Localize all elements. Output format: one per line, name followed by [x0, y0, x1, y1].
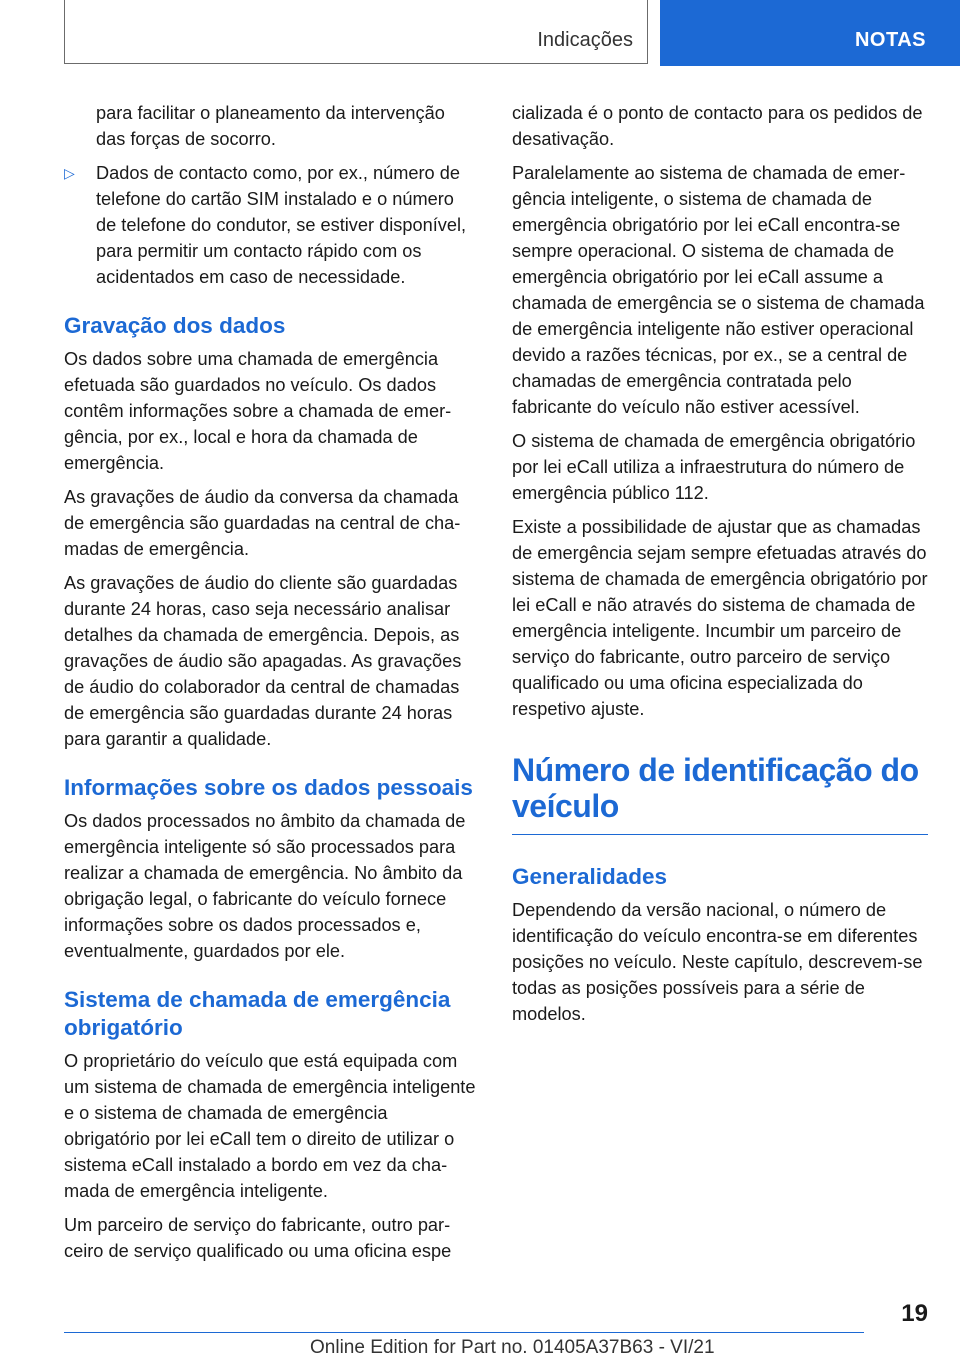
chapter-tab — [660, 0, 960, 66]
paragraph: As gravações de áudio do cliente são guardadas durante 24 horas, caso seja necessário analisar detalhes da chamada de emergência. Depois, as gravações de áudio são apagadas. As gravações de áudio do colaborador da central de chamadas de emergência são guardadas durante 24 horas para garantir a qualidade. — [64, 573, 462, 749]
footer-divider — [64, 1332, 864, 1333]
page-header — [0, 0, 960, 66]
paragraph: Existe a possibilidade de ajustar que as chamadas de emergência sejam sempre efetuadas através do sistema de chamada de emergência obrigatório por lei eCall e não através do sistema de chamada de emergência inteligente. Incumbir um parceiro de serviço do fabricante, outro parceiro de serviço qualificado ou uma oficina especializada do respetivo ajuste. — [512, 517, 928, 719]
page-number: 19 — [901, 1300, 928, 1327]
paragraph: Os dados processados no âmbito da chamada de emergência inteligente só são processados para realizar a chamada de emergência. No âmbito da obrigação legal, o fabricante do veículo fornece informações sobre os dados processados e, eventualmente, guardados por ele. — [64, 811, 466, 961]
heading-gravacao: Gravação dos dados — [64, 313, 286, 338]
paragraph: Paralelamente ao sistema de chamada de emergência inteligente, o sistema de chamada de emergência obrigatório por lei eCall encontra-se sempre operacional. O sistema de chamada de emergência obrigatório por lei eCall assume a chamada de emergência se o sistema de chamada de emergência inteligente não estiver operacional devido a razões técnicas, por ex., se a central de chamadas de emergência contratada pelo fabricante do veículo não estiver acessível. — [512, 163, 925, 417]
list-item — [64, 160, 476, 290]
footer-edition: Online Edition for Part no. 01405A37B63 - VI/21 — [310, 1337, 715, 1358]
left-column — [64, 100, 476, 1272]
heading-numero-identificacao: Número de identificação do veículo — [512, 752, 928, 835]
chapter-tab-label: NOTAS — [854, 29, 926, 51]
paragraph: para facilitar o planeamento da intervenção das forças de socorro. — [96, 103, 445, 149]
paragraph: As gravações de áudio da conversa da chamada de emergência são guardadas na central de chamadas de emergência. — [64, 487, 461, 559]
section-title: Indicações — [537, 29, 633, 51]
paragraph: O proprietário do veículo que está equipada com um sistema de chamada de emergência inteligente e o sistema de chamada de emergência obrigatório por lei eCall tem o direito de utilizar o sistema eCall instalado a bordo em vez da chamada de emergência inteligente. — [64, 1051, 476, 1201]
heading-sistema: Sistema de chamada de emergência obrigatório — [64, 987, 451, 1040]
triangle-bullet-icon: ▷ — [64, 165, 75, 181]
paragraph: Dependendo da versão nacional, o número de identificação do veículo encontra-se em diferentes posições no veículo. Neste capítulo, descrevem-se todas as posições possíveis para a série de modelos. — [512, 900, 923, 1024]
paragraph: Um parceiro de serviço do fabricante, outro parceiro de serviço qualificado ou uma oficina espe — [64, 1215, 452, 1261]
right-column — [512, 100, 928, 1035]
paragraph: Os dados sobre uma chamada de emergência efetuada são guardados no veículo. Os dados contêm informações sobre a chamada de emergência, por ex., local e hora da chamada de emergência. — [64, 349, 452, 473]
paragraph: cializada é o ponto de contacto para os pedidos de desativação. — [512, 103, 923, 149]
list-item-text: Dados de contacto como, por ex., número de telefone do cartão SIM instalado e o número de telefone do condutor, se estiver disponível, para permitir um contacto rápido com os acidentados em caso de necessidade. — [96, 163, 467, 287]
heading-generalidades: Generalidades — [512, 864, 668, 889]
section-header-box — [64, 0, 648, 64]
heading-informacoes: Informações sobre os dados pessoais — [64, 775, 473, 800]
paragraph: O sistema de chamada de emergência obrigatório por lei eCall utiliza a infraestrutura do número de emergência público 112. — [512, 431, 916, 503]
